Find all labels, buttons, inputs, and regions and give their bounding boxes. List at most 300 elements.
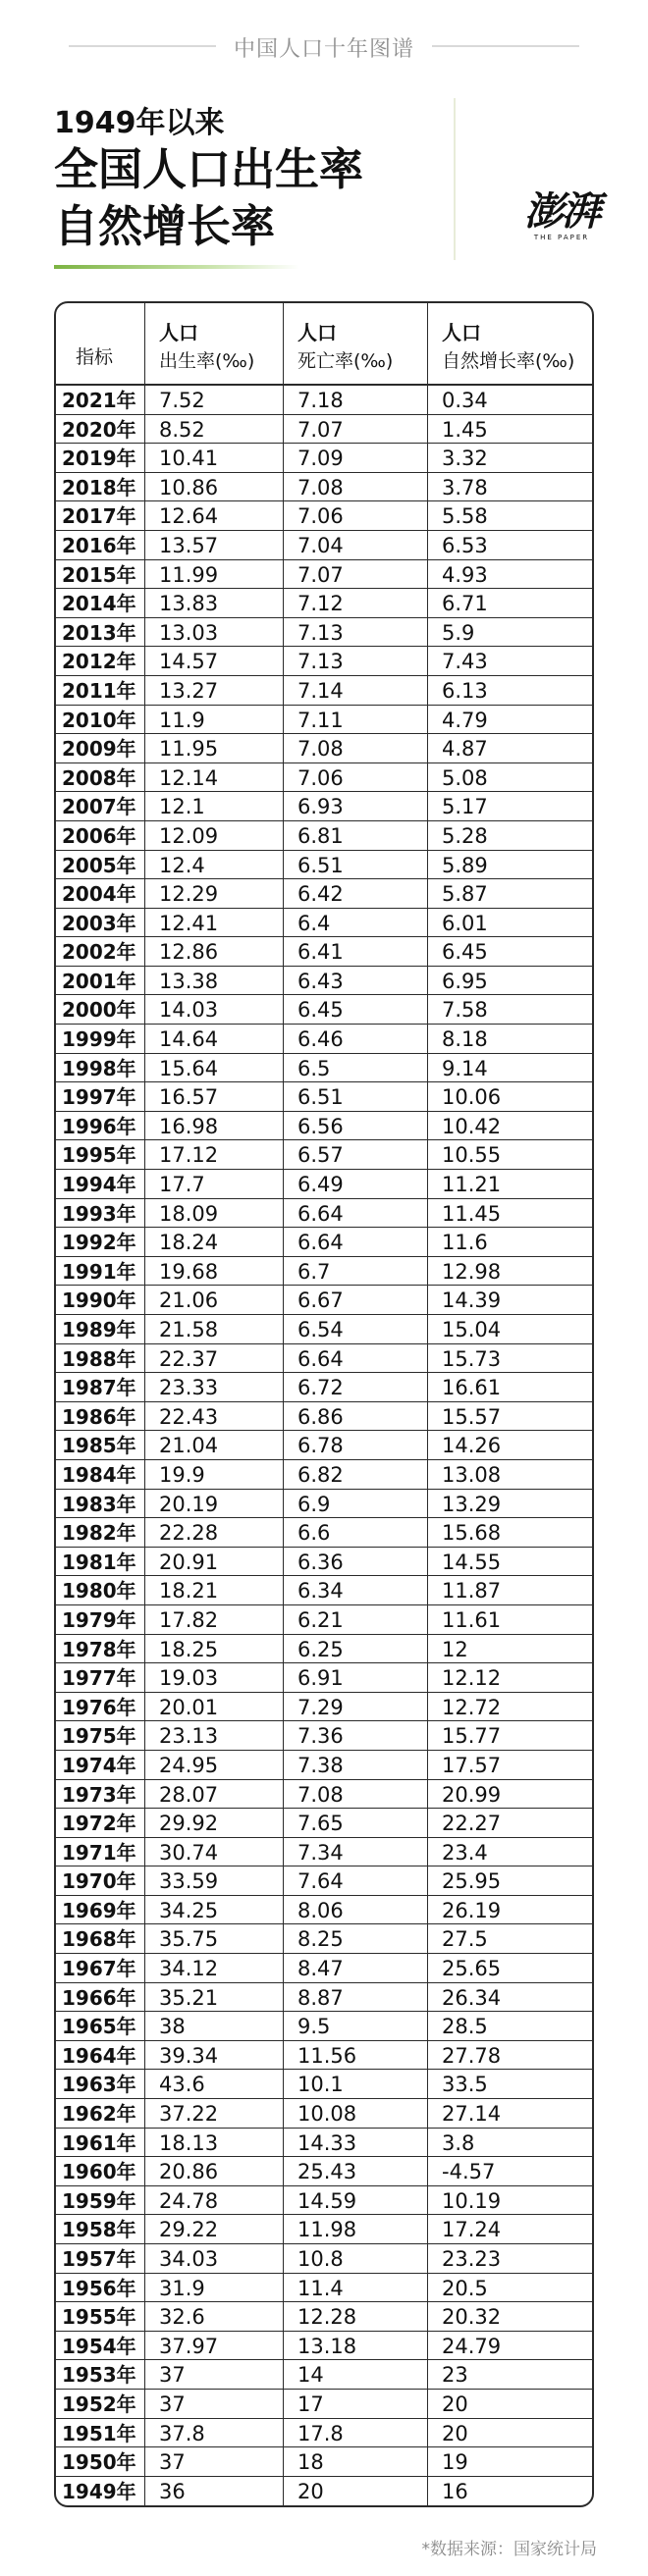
row-birth-rate: 12.41 (159, 911, 219, 935)
row-growth-rate: 3.78 (442, 475, 488, 499)
row-growth-rate: 20 (442, 2421, 468, 2445)
row-growth-rate: 26.19 (442, 1898, 502, 1922)
row-growth-rate: 15.04 (442, 1318, 502, 1341)
row-growth-rate: 11.45 (442, 1201, 502, 1226)
row-year: 1951年 (62, 2421, 136, 2445)
row-birth-rate: 39.34 (159, 2043, 219, 2068)
table-row (56, 415, 592, 445)
row-growth-rate: 12.72 (442, 1695, 502, 1719)
header-indicator (56, 303, 144, 384)
row-death-rate: 6.72 (297, 1376, 344, 1400)
row-birth-rate: 34.12 (159, 1957, 219, 1981)
row-death-rate: 11.56 (297, 2043, 357, 2068)
row-growth-rate: 3.8 (442, 2130, 475, 2155)
row-growth-rate: 11.6 (442, 1231, 488, 1255)
row-growth-rate: 13.08 (442, 1462, 502, 1487)
table-row (56, 1721, 592, 1751)
row-growth-rate: 6.53 (442, 533, 488, 557)
row-birth-rate: 20.19 (159, 1492, 219, 1516)
row-birth-rate: 37.8 (159, 2421, 205, 2445)
row-birth-rate: 14.03 (159, 998, 219, 1023)
row-growth-rate: 7.58 (442, 998, 488, 1023)
row-death-rate: 7.64 (297, 1869, 344, 1894)
table-row (56, 1896, 592, 1925)
row-birth-rate: 21.06 (159, 1288, 219, 1313)
table-row (56, 1112, 592, 1141)
table-row (56, 1025, 592, 1054)
row-growth-rate: 20.32 (442, 2305, 502, 2330)
row-death-rate: 7.08 (297, 1782, 344, 1807)
row-death-rate: 8.47 (297, 1957, 344, 1981)
row-death-rate: 6.42 (297, 882, 344, 907)
row-death-rate: 9.5 (297, 2015, 331, 2039)
row-year: 2011年 (62, 678, 136, 703)
row-death-rate: 7.13 (297, 620, 344, 645)
row-birth-rate: 24.78 (159, 2188, 219, 2213)
row-death-rate: 6.93 (297, 795, 344, 819)
row-death-rate: 6.67 (297, 1288, 344, 1313)
row-year: 2008年 (62, 765, 136, 790)
row-death-rate: 6.36 (297, 1550, 344, 1574)
row-birth-rate: 37.22 (159, 2102, 219, 2127)
row-birth-rate: 16.98 (159, 1114, 219, 1138)
row-year: 1985年 (62, 1434, 136, 1458)
row-death-rate: 6.43 (297, 969, 344, 993)
subtitle: 1949年以来 (54, 106, 225, 140)
row-year: 1973年 (62, 1782, 136, 1807)
row-year: 1988年 (62, 1346, 136, 1371)
row-growth-rate: 7.43 (442, 650, 488, 674)
table-row (56, 2477, 592, 2506)
row-death-rate: 6.21 (297, 1607, 344, 1632)
header-growth-rate-line1: 人口 (442, 321, 481, 344)
row-birth-rate: 12.09 (159, 823, 219, 848)
row-year: 1978年 (62, 1637, 136, 1661)
row-year: 1961年 (62, 2130, 136, 2155)
row-birth-rate: 19.68 (159, 1259, 219, 1284)
row-growth-rate: 17.24 (442, 2218, 502, 2242)
table-row (56, 851, 592, 880)
table-row (56, 706, 592, 735)
row-growth-rate: 9.14 (442, 1056, 488, 1080)
table-row (56, 1460, 592, 1490)
row-year: 1962年 (62, 2102, 136, 2127)
row-death-rate: 17 (297, 2392, 324, 2416)
row-birth-rate: 20.01 (159, 1695, 219, 1719)
row-year: 2003年 (62, 911, 136, 935)
row-death-rate: 7.06 (297, 765, 344, 790)
row-year: 2016年 (62, 533, 136, 557)
table-row (56, 473, 592, 502)
row-growth-rate: 8.18 (442, 1027, 488, 1052)
row-death-rate: 6.82 (297, 1462, 344, 1487)
row-birth-rate: 18.24 (159, 1231, 219, 1255)
row-year: 1953年 (62, 2363, 136, 2388)
row-year: 1998年 (62, 1056, 136, 1080)
row-birth-rate: 13.83 (159, 592, 219, 616)
row-birth-rate: 36 (159, 2479, 186, 2503)
row-birth-rate: 12.14 (159, 765, 219, 790)
table-row (56, 501, 592, 531)
table-row (56, 1082, 592, 1112)
row-death-rate: 6.56 (297, 1114, 344, 1138)
row-year: 2018年 (62, 475, 136, 499)
row-growth-rate: 4.79 (442, 708, 488, 732)
data-table (54, 301, 594, 2507)
row-year: 1969年 (62, 1898, 136, 1922)
row-year: 2020年 (62, 417, 136, 442)
row-birth-rate: 17.12 (159, 1143, 219, 1168)
row-birth-rate: 13.57 (159, 533, 219, 557)
table-row (56, 2390, 592, 2419)
row-growth-rate: 15.57 (442, 1404, 502, 1429)
row-growth-rate: 10.06 (442, 1085, 502, 1110)
row-death-rate: 7.09 (297, 447, 344, 471)
row-year: 2013年 (62, 620, 136, 645)
row-death-rate: 7.11 (297, 708, 344, 732)
row-death-rate: 7.04 (297, 533, 344, 557)
row-birth-rate: 19.9 (159, 1462, 205, 1487)
row-growth-rate: 11.61 (442, 1607, 502, 1632)
row-birth-rate: 12.1 (159, 795, 205, 819)
row-death-rate: 14 (297, 2363, 324, 2388)
row-birth-rate: 35.21 (159, 1985, 219, 2010)
row-growth-rate: 15.73 (442, 1346, 502, 1371)
row-growth-rate: 13.29 (442, 1492, 502, 1516)
row-year: 2005年 (62, 853, 136, 877)
row-year: 2001年 (62, 969, 136, 993)
row-birth-rate: 23.13 (159, 1724, 219, 1749)
row-year: 1990年 (62, 1288, 136, 1313)
row-year: 2019年 (62, 447, 136, 471)
row-growth-rate: 25.95 (442, 1869, 502, 1894)
row-growth-rate: 0.34 (442, 389, 488, 412)
row-birth-rate: 23.33 (159, 1376, 219, 1400)
row-birth-rate: 11.95 (159, 737, 219, 762)
table-row (56, 1199, 592, 1229)
row-growth-rate: 14.26 (442, 1434, 502, 1458)
row-year: 1999年 (62, 1027, 136, 1052)
table-row (56, 1140, 592, 1170)
row-growth-rate: 20.5 (442, 2276, 488, 2300)
row-death-rate: 6.64 (297, 1201, 344, 1226)
row-death-rate: 6.41 (297, 940, 344, 965)
row-death-rate: 7.07 (297, 417, 344, 442)
row-year: 2006年 (62, 823, 136, 848)
row-death-rate: 6.5 (297, 1056, 331, 1080)
table-row (56, 1809, 592, 1838)
table-row (56, 1490, 592, 1519)
table-row (56, 1257, 592, 1287)
row-growth-rate: 26.34 (442, 1985, 502, 2010)
row-birth-rate: 30.74 (159, 1840, 219, 1865)
row-year: 1989年 (62, 1318, 136, 1341)
table-row (56, 2274, 592, 2303)
header-birth-rate-line1: 人口 (159, 321, 198, 344)
row-death-rate: 7.29 (297, 1695, 344, 1719)
row-birth-rate: 15.64 (159, 1056, 219, 1080)
row-year: 1958年 (62, 2218, 136, 2242)
row-death-rate: 6.6 (297, 1521, 331, 1546)
row-year: 1994年 (62, 1173, 136, 1197)
table-row (56, 937, 592, 967)
table-row (56, 2070, 592, 2099)
row-birth-rate: 10.41 (159, 447, 219, 471)
table-row (56, 1780, 592, 1810)
row-death-rate: 11.4 (297, 2276, 344, 2300)
row-year: 1981年 (62, 1550, 136, 1574)
table-row (56, 2186, 592, 2216)
row-birth-rate: 21.58 (159, 1318, 219, 1341)
table-row (56, 1373, 592, 1402)
row-death-rate: 18 (297, 2450, 324, 2475)
row-death-rate: 6.7 (297, 1259, 331, 1284)
table-row (56, 560, 592, 590)
row-year: 2015年 (62, 562, 136, 587)
row-growth-rate: 5.87 (442, 882, 488, 907)
row-growth-rate: 27.78 (442, 2043, 502, 2068)
row-growth-rate: 11.21 (442, 1173, 502, 1197)
row-death-rate: 6.4 (297, 911, 331, 935)
row-death-rate: 6.54 (297, 1318, 344, 1341)
row-year: 1982年 (62, 1521, 136, 1546)
row-growth-rate: 6.01 (442, 911, 488, 935)
row-growth-rate: 10.55 (442, 1143, 502, 1168)
row-growth-rate: 4.93 (442, 562, 488, 587)
row-growth-rate: 27.5 (442, 1927, 488, 1952)
table-row (56, 444, 592, 473)
row-birth-rate: 10.86 (159, 475, 219, 499)
row-death-rate: 6.64 (297, 1346, 344, 1371)
row-year: 1984年 (62, 1462, 136, 1487)
row-death-rate: 8.06 (297, 1898, 344, 1922)
row-growth-rate: 20.99 (442, 1782, 502, 1807)
row-year: 2012年 (62, 650, 136, 674)
row-growth-rate: 5.9 (442, 620, 475, 645)
green-accent-bar (54, 265, 299, 269)
row-year: 2017年 (62, 504, 136, 529)
row-death-rate: 6.9 (297, 1492, 331, 1516)
row-growth-rate: 12 (442, 1637, 468, 1661)
table-row (56, 821, 592, 851)
table-row (56, 967, 592, 996)
row-growth-rate: 24.79 (442, 2334, 502, 2358)
table-body (56, 386, 592, 2505)
row-year: 1956年 (62, 2276, 136, 2300)
table-row (56, 1518, 592, 1548)
row-growth-rate: 12.12 (442, 1666, 502, 1691)
row-death-rate: 7.08 (297, 737, 344, 762)
row-death-rate: 6.64 (297, 1231, 344, 1255)
table-row (56, 1170, 592, 1199)
row-death-rate: 6.86 (297, 1404, 344, 1429)
table-row (56, 1344, 592, 1374)
thepaper-logo (518, 188, 605, 241)
header-death-rate-line2: 死亡率(‰) (297, 350, 394, 372)
row-year: 1977年 (62, 1666, 136, 1691)
table-row (56, 1663, 592, 1693)
row-birth-rate: 12.64 (159, 504, 219, 529)
row-year: 1959年 (62, 2188, 136, 2213)
row-birth-rate: 12.4 (159, 853, 205, 877)
table-row (56, 879, 592, 909)
row-year: 1986年 (62, 1404, 136, 1429)
row-year: 1966年 (62, 1985, 136, 2010)
row-growth-rate: -4.57 (442, 2160, 496, 2184)
row-growth-rate: 23.23 (442, 2247, 502, 2271)
header-death-rate-line1: 人口 (297, 321, 337, 344)
row-death-rate: 6.46 (297, 1027, 344, 1052)
row-death-rate: 11.98 (297, 2218, 357, 2242)
row-birth-rate: 22.43 (159, 1404, 219, 1429)
table-row (56, 1751, 592, 1780)
row-growth-rate: 6.45 (442, 940, 488, 965)
row-year: 1987年 (62, 1376, 136, 1400)
row-growth-rate: 15.77 (442, 1724, 502, 1749)
table-row (56, 1402, 592, 1432)
table-row (56, 618, 592, 648)
header-indicator-label: 指标 (76, 346, 114, 368)
row-year: 1963年 (62, 2073, 136, 2097)
table-row (56, 647, 592, 676)
table-row (56, 2099, 592, 2129)
row-growth-rate: 33.5 (442, 2073, 488, 2097)
row-year: 1960年 (62, 2160, 136, 2184)
table-row (56, 1954, 592, 1983)
row-birth-rate: 32.6 (159, 2305, 205, 2330)
title-line-2: 自然增长率 (54, 200, 276, 252)
table-row (56, 2157, 592, 2186)
row-birth-rate: 21.04 (159, 1434, 219, 1458)
row-birth-rate: 31.9 (159, 2276, 205, 2300)
table-row (56, 1286, 592, 1315)
row-death-rate: 7.38 (297, 1753, 344, 1777)
row-birth-rate: 13.38 (159, 969, 219, 993)
table-row (56, 763, 592, 793)
row-birth-rate: 43.6 (159, 2073, 205, 2097)
row-birth-rate: 17.7 (159, 1173, 205, 1197)
row-year: 1952年 (62, 2392, 136, 2416)
row-growth-rate: 11.87 (442, 1579, 502, 1603)
row-growth-rate: 28.5 (442, 2015, 488, 2039)
page-title (54, 141, 363, 255)
row-year: 1996年 (62, 1114, 136, 1138)
row-death-rate: 8.25 (297, 1927, 344, 1952)
row-birth-rate: 7.52 (159, 389, 205, 412)
row-year: 1971年 (62, 1840, 136, 1865)
title-line-1: 全国人口出生率 (54, 143, 364, 195)
row-birth-rate: 37 (159, 2363, 186, 2388)
row-death-rate: 13.18 (297, 2334, 357, 2358)
row-year: 1955年 (62, 2305, 136, 2330)
row-death-rate: 12.28 (297, 2305, 357, 2330)
table-row (56, 2244, 592, 2274)
row-birth-rate: 37 (159, 2392, 186, 2416)
row-birth-rate: 16.57 (159, 1085, 219, 1110)
table-row (56, 792, 592, 821)
row-death-rate: 7.65 (297, 1812, 344, 1836)
row-death-rate: 14.59 (297, 2188, 357, 2213)
row-year: 2004年 (62, 882, 136, 907)
row-birth-rate: 8.52 (159, 417, 205, 442)
row-birth-rate: 37.97 (159, 2334, 219, 2358)
row-death-rate: 7.07 (297, 562, 344, 587)
table-row (56, 909, 592, 938)
divider-line-right (432, 45, 579, 47)
data-source: *数据来源：国家统计局 (421, 2540, 597, 2559)
row-birth-rate: 33.59 (159, 1869, 219, 1894)
table-row (56, 1548, 592, 1577)
table-row (56, 2360, 592, 2390)
row-birth-rate: 14.64 (159, 1027, 219, 1052)
row-death-rate: 6.91 (297, 1666, 344, 1691)
row-birth-rate: 22.37 (159, 1346, 219, 1371)
row-year: 1983年 (62, 1492, 136, 1516)
row-growth-rate: 5.08 (442, 765, 488, 790)
table-row (56, 2302, 592, 2332)
row-death-rate: 25.43 (297, 2160, 357, 2184)
row-death-rate: 6.51 (297, 853, 344, 877)
row-growth-rate: 17.57 (442, 1753, 502, 1777)
row-growth-rate: 5.28 (442, 823, 488, 848)
row-growth-rate: 6.13 (442, 678, 488, 703)
row-birth-rate: 38 (159, 2015, 186, 2039)
row-death-rate: 6.78 (297, 1434, 344, 1458)
table-row (56, 995, 592, 1025)
row-year: 1980年 (62, 1579, 136, 1603)
row-year: 1972年 (62, 1812, 136, 1836)
row-growth-rate: 1.45 (442, 417, 488, 442)
row-birth-rate: 14.57 (159, 650, 219, 674)
table-row (56, 676, 592, 706)
row-growth-rate: 14.39 (442, 1288, 502, 1313)
row-growth-rate: 10.42 (442, 1114, 502, 1138)
row-birth-rate: 24.95 (159, 1753, 219, 1777)
header-growth-rate (428, 303, 594, 384)
row-birth-rate: 11.99 (159, 562, 219, 587)
row-birth-rate: 17.82 (159, 1607, 219, 1632)
table-row (56, 1054, 592, 1083)
row-year: 1979年 (62, 1607, 136, 1632)
row-growth-rate: 6.95 (442, 969, 488, 993)
row-death-rate: 6.81 (297, 823, 344, 848)
row-death-rate: 6.51 (297, 1085, 344, 1110)
table-row (56, 2215, 592, 2244)
row-death-rate: 14.33 (297, 2130, 357, 2155)
row-death-rate: 10.1 (297, 2073, 344, 2097)
row-birth-rate: 34.03 (159, 2247, 219, 2271)
row-growth-rate: 20 (442, 2392, 468, 2416)
row-year: 1975年 (62, 1724, 136, 1749)
logo-subtext: THE PAPER (533, 234, 590, 241)
row-death-rate: 6.45 (297, 998, 344, 1023)
table-row (56, 2041, 592, 2071)
table-row (56, 1431, 592, 1460)
table-row (56, 1605, 592, 1635)
row-death-rate: 7.18 (297, 389, 344, 412)
row-year: 2000年 (62, 998, 136, 1023)
row-year: 2014年 (62, 592, 136, 616)
row-death-rate: 7.06 (297, 504, 344, 529)
logo-mark: 澎湃 (524, 188, 599, 235)
table-row (56, 386, 592, 415)
row-year: 2021年 (62, 389, 136, 412)
row-birth-rate: 18.25 (159, 1637, 219, 1661)
row-year: 1949年 (62, 2479, 136, 2503)
row-birth-rate: 20.91 (159, 1550, 219, 1574)
row-year: 1992年 (62, 1231, 136, 1255)
row-death-rate: 8.87 (297, 1985, 344, 2010)
